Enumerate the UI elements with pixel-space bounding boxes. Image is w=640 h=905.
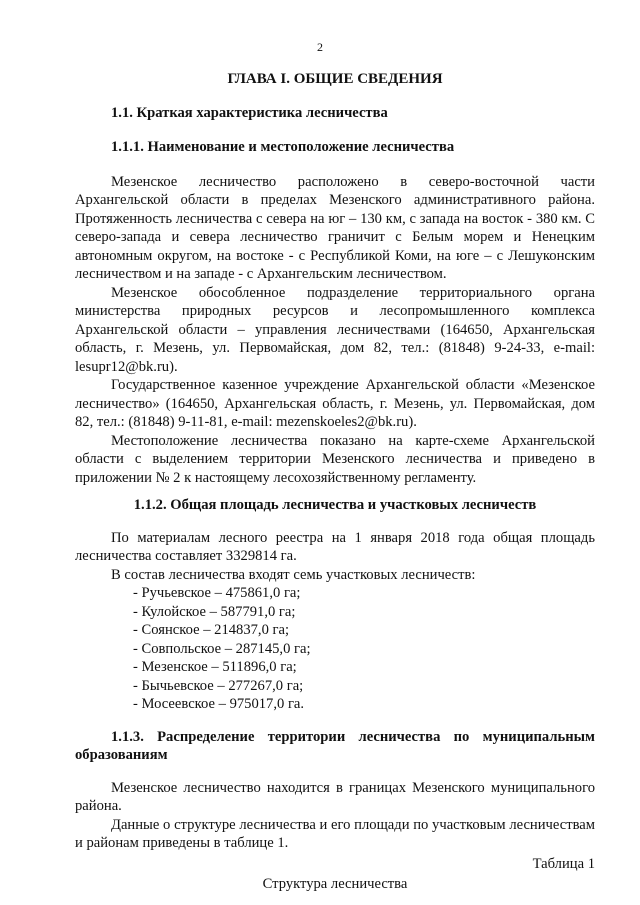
district-list xyxy=(75,584,595,714)
list-item: - Соянское – 214837,0 га; xyxy=(133,622,290,638)
paragraph-location: Мезенское лесничество расположено в северо-восточной части Архангельской области в пределах Мезенского административного района. Протяженность лесничества с севера на юг – 130 км, с запада на восток - 380 км. С северо-запада и севера лесничество граничит с Белым морем и Ненецким автономным округом, на востоке - с Республикой Коми, на юге – с Лешуконским лесничеством и на западе - с Архангельским лесничеством. xyxy=(75,173,595,282)
paragraph-table-reference: Данные о структуре лесничества и его площади по участковым лесничествам и районам приведены в таблице 1. xyxy=(75,816,595,851)
table-caption: Структура лесничества xyxy=(262,876,408,892)
list-item: - Совпольское – 287145,0 га; xyxy=(133,640,311,657)
paragraph-composition: В состав лесничества входят семь участковых лесничеств: xyxy=(111,566,476,583)
chapter-title: ГЛАВА I. ОБЩИЕ СВЕДЕНИЯ xyxy=(227,71,443,87)
page-content xyxy=(75,70,595,894)
paragraph-institution: Государственное казенное учреждение Архангельской области «Мезенское лесничество» (164650, Архангельская область, г. Мезень, ул. Первомайская, дом 82, тел.: (81848) 9-11-81, e-mail: mezenskoeles2@bk.ru). xyxy=(75,377,595,430)
table-label: Таблица 1 xyxy=(532,855,595,872)
section-heading-1-1: 1.1. Краткая характеристика лесничества xyxy=(111,104,388,121)
page-number: 2 xyxy=(317,40,323,54)
section-heading-1-1-3: 1.1.3. Распределение территории лесничества по муниципальным образованиям xyxy=(75,728,595,763)
paragraph-map-reference: Местоположение лесничества показано на карте-схеме Архангельской области с выделением территории Мезенского лесничества и приведено в приложении № 2 к настоящему лесохозяйственному регламенту. xyxy=(75,432,595,486)
list-item: - Мезенское – 511896,0 га; xyxy=(133,659,297,675)
paragraph-subdivision: Мезенское обособленное подразделение территориального органа министерства природных ресурсов и лесопромышленного комплекса Архангельской области – управления лесничествами (164650, Архангельская область, г. Мезень, ул. Первомайская, дом 82, тел.: (81848) 9-24-33, e-mail: lesupr12@bk.ru). xyxy=(75,284,595,375)
section-heading-1-1-1: 1.1.1. Наименование и местоположение лесничества xyxy=(111,139,455,155)
list-item: - Мосеевское – 975017,0 га. xyxy=(133,696,305,712)
list-item: - Бычьевское – 277267,0 га; xyxy=(133,677,304,694)
paragraph-total-area: По материалам лесного реестра на 1 января 2018 года общая площадь лесничества составляет 3329814 га. xyxy=(75,529,595,564)
list-item: - Кулойское – 587791,0 га; xyxy=(133,603,296,620)
section-heading-1-1-2: 1.1.2. Общая площадь лесничества и участковых лесничеств xyxy=(133,497,537,513)
list-item: - Ручьевское – 475861,0 га; xyxy=(133,585,301,601)
paragraph-municipal: Мезенское лесничество находится в границах Мезенского муниципального района. xyxy=(75,779,595,814)
